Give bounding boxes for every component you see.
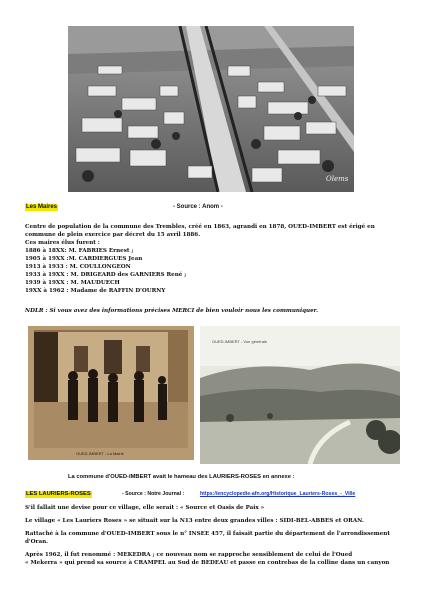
mayor-entry: 1913 à 1933 : M. COULLONGEON <box>25 264 131 270</box>
lauriers-rename-line1: Après 1962, il fut renommé : MEKEDRA ; ce nouveau nom se rapproche sensiblement de celui de l'Oued <box>25 552 353 558</box>
town-hall-postcard-drawing <box>28 326 194 460</box>
aerial-town-photo-drawing <box>68 26 354 192</box>
mayors-source: - Source : Anom - <box>173 204 223 210</box>
mayor-entry: 1886 à 18XX: M. FABRIES Ernest ; <box>25 248 134 254</box>
lauriers-insee-line1: Rattaché à la commune d'OUED-IMBERT sous le n° INSEE 457, il faisait partie du département de l'arrondissement <box>25 531 390 537</box>
mayors-intro-line2: commune de plein exercice par décret du 15 avril 1886. <box>25 232 201 238</box>
lauriers-rename-line2: « Mekerra » qui prend sa source à CRAMPEL au Sud de BEDEAU et passe en contrebas de la colline dans un canyon <box>25 560 390 566</box>
hamlet-caption: La commune d'OUED-IMBERT avait le hameau des LAURIERS-ROSES en annexe : <box>68 474 295 480</box>
mayor-entry: 1939 à 19XX : M. MAUDUECH <box>25 280 120 286</box>
town-hall-caption: OUED-IMBERT - La Mairie <box>76 451 124 456</box>
mayor-entry: 19XX à 1962 : Madame de RAFFIN D'OURNY <box>25 288 166 294</box>
ndlr-note: NDLR : Si vous avez des informations précises MERCI de bien vouloir nous les communiquer. <box>25 308 319 314</box>
lauriers-source-link[interactable]: https://encyclopedie-afn.org/Historique_Lauriers-Roses_-_Ville <box>200 491 356 497</box>
lauriers-location: Le village « Les Lauriers Roses » se situait sur la N13 entre deux grandes villes : SIDI-BEL-ABBES et ORAN. <box>25 518 364 524</box>
mayors-heading: Les Maires <box>26 204 58 210</box>
mayors-intro-line1: Centre de population de la commune des Trembles, créé en 1863, agrandi en 1878, OUED-IMBERT est érigé en <box>25 224 375 230</box>
general-view-postcard-drawing <box>200 326 400 464</box>
mayor-entry: 1905 à 19XX :M. CARDIERGUES Jean <box>25 256 143 262</box>
lauriers-heading: LES LAURIERS-ROSES <box>26 491 91 497</box>
town-hall-postcard <box>28 326 194 460</box>
lauriers-motto: S'il fallait une devise pour ce village, elle serait : « Source et Oasis de Paix » <box>25 505 265 511</box>
lauriers-insee-line2: d'Oran. <box>25 539 49 545</box>
photo-signature: Olems <box>326 175 349 183</box>
general-view-postcard <box>200 326 400 464</box>
general-view-caption: OUED-IMBERT - Vue générale <box>212 339 268 344</box>
mayor-entry: 1933 à 19XX : M. DRIGEARD des GARNIERS René ; <box>25 272 187 278</box>
aerial-town-photo <box>68 26 354 192</box>
lauriers-source-label: - Source : Notre Journal : <box>122 491 185 497</box>
mayors-intro-line3: Ces maires élus furent : <box>25 240 100 246</box>
